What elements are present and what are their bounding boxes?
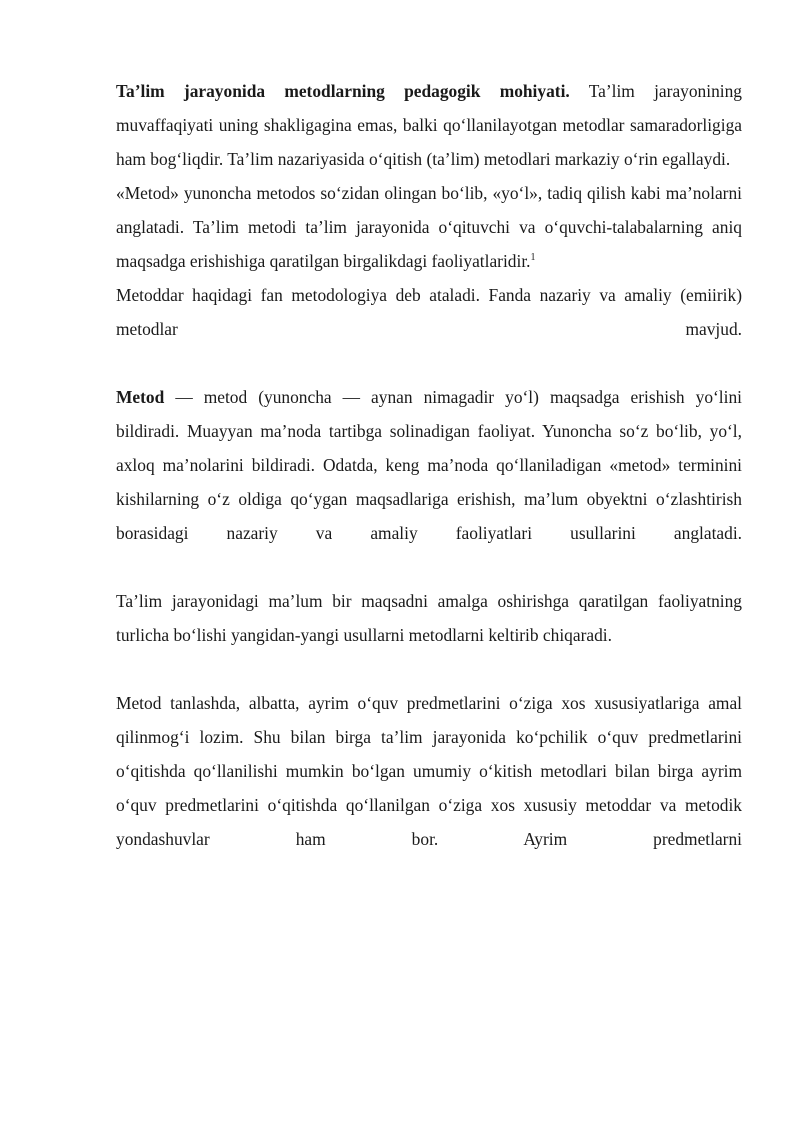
paragraph-text: Ta’lim jarayonining muvaffaqiyati uning shakligagina emas, balki qo‘llanilayotgan metodlar samaradorligiga ham bog‘liqdir. Ta’lim nazariyasida o‘qitish (ta’lim) metodlari markaziy o‘rin egallaydi. <box>116 81 742 169</box>
paragraph-text: Ta’lim jarayonidagi ma’lum bir maqsadni amalga oshirishga qaratilgan faoliyatning turlicha bo‘lishi yangidan-yangi usullarni metodlarni keltirib chiqaradi. <box>116 591 742 645</box>
document-page <box>116 74 742 856</box>
blank-line <box>116 652 742 686</box>
paragraph-method-etymology <box>116 176 742 278</box>
blank-line <box>116 550 742 584</box>
term-heading-inline: Metod <box>116 387 165 407</box>
paragraph-text: Metod tanlashda, albatta, ayrim o‘quv predmetlarini o‘ziga xos xususiyatlariga amal qilinmog‘i lozim. Shu bilan birga ta’lim jarayonida ko‘pchilik o‘quv predmetlarini o‘qitishda qo‘llanilishi mumkin bo‘lgan umumiy o‘kitish metodlari bilan birga ayrim o‘quv predmetlarini o‘qitishda qo‘llanilgan o‘ziga xos xususiy metoddar va metodik yondashuvlar ham bor. Ayrim predmetlarni <box>116 693 742 849</box>
blank-line <box>116 346 742 380</box>
paragraph-method-selection <box>116 686 742 856</box>
paragraph-text: — metod (yunoncha — aynan nimagadir yo‘l) maqsadga erishish yo‘lini bildiradi. Muayyan ma’noda tartibga solinadigan faoliyat. Yunoncha so‘z bo‘lib, yo‘l, axloq ma’nolarini bildiradi. Odatda, keng ma’noda qo‘llaniladigan «metod» terminini kishilarning o‘z oldiga qo‘ygan maqsadlariga erishish, ma’lum obyektni o‘zlashtirish borasidagi nazariy va amaliy faoliyatlari usullarini anglatadi. <box>116 387 742 543</box>
paragraph-methodology <box>116 278 742 346</box>
paragraph-activity-variety <box>116 584 742 652</box>
paragraph-text: «Metod» yunoncha metodos so‘zidan olingan bo‘lib, «yo‘l», tadiq qilish kabi ma’nolarni anglatadi. Ta’lim metodi ta’lim jarayonida o‘qituvchi va o‘quvchi-talabalarning aniq maqsadga erishishiga qaratilgan birgalikdagi faoliyatlaridir. <box>116 183 742 271</box>
paragraph-method-definition <box>116 380 742 550</box>
section-heading-inline: Ta’lim jarayonida metodlarning pedagogik mohiyati. <box>116 81 570 101</box>
footnote-marker[interactable]: 1 <box>530 252 536 264</box>
paragraph-methods-essence <box>116 74 742 176</box>
paragraph-text: Metoddar haqidagi fan metodologiya deb ataladi. Fanda nazariy va amaliy (emiirik) metodlar mavjud. <box>116 285 742 339</box>
